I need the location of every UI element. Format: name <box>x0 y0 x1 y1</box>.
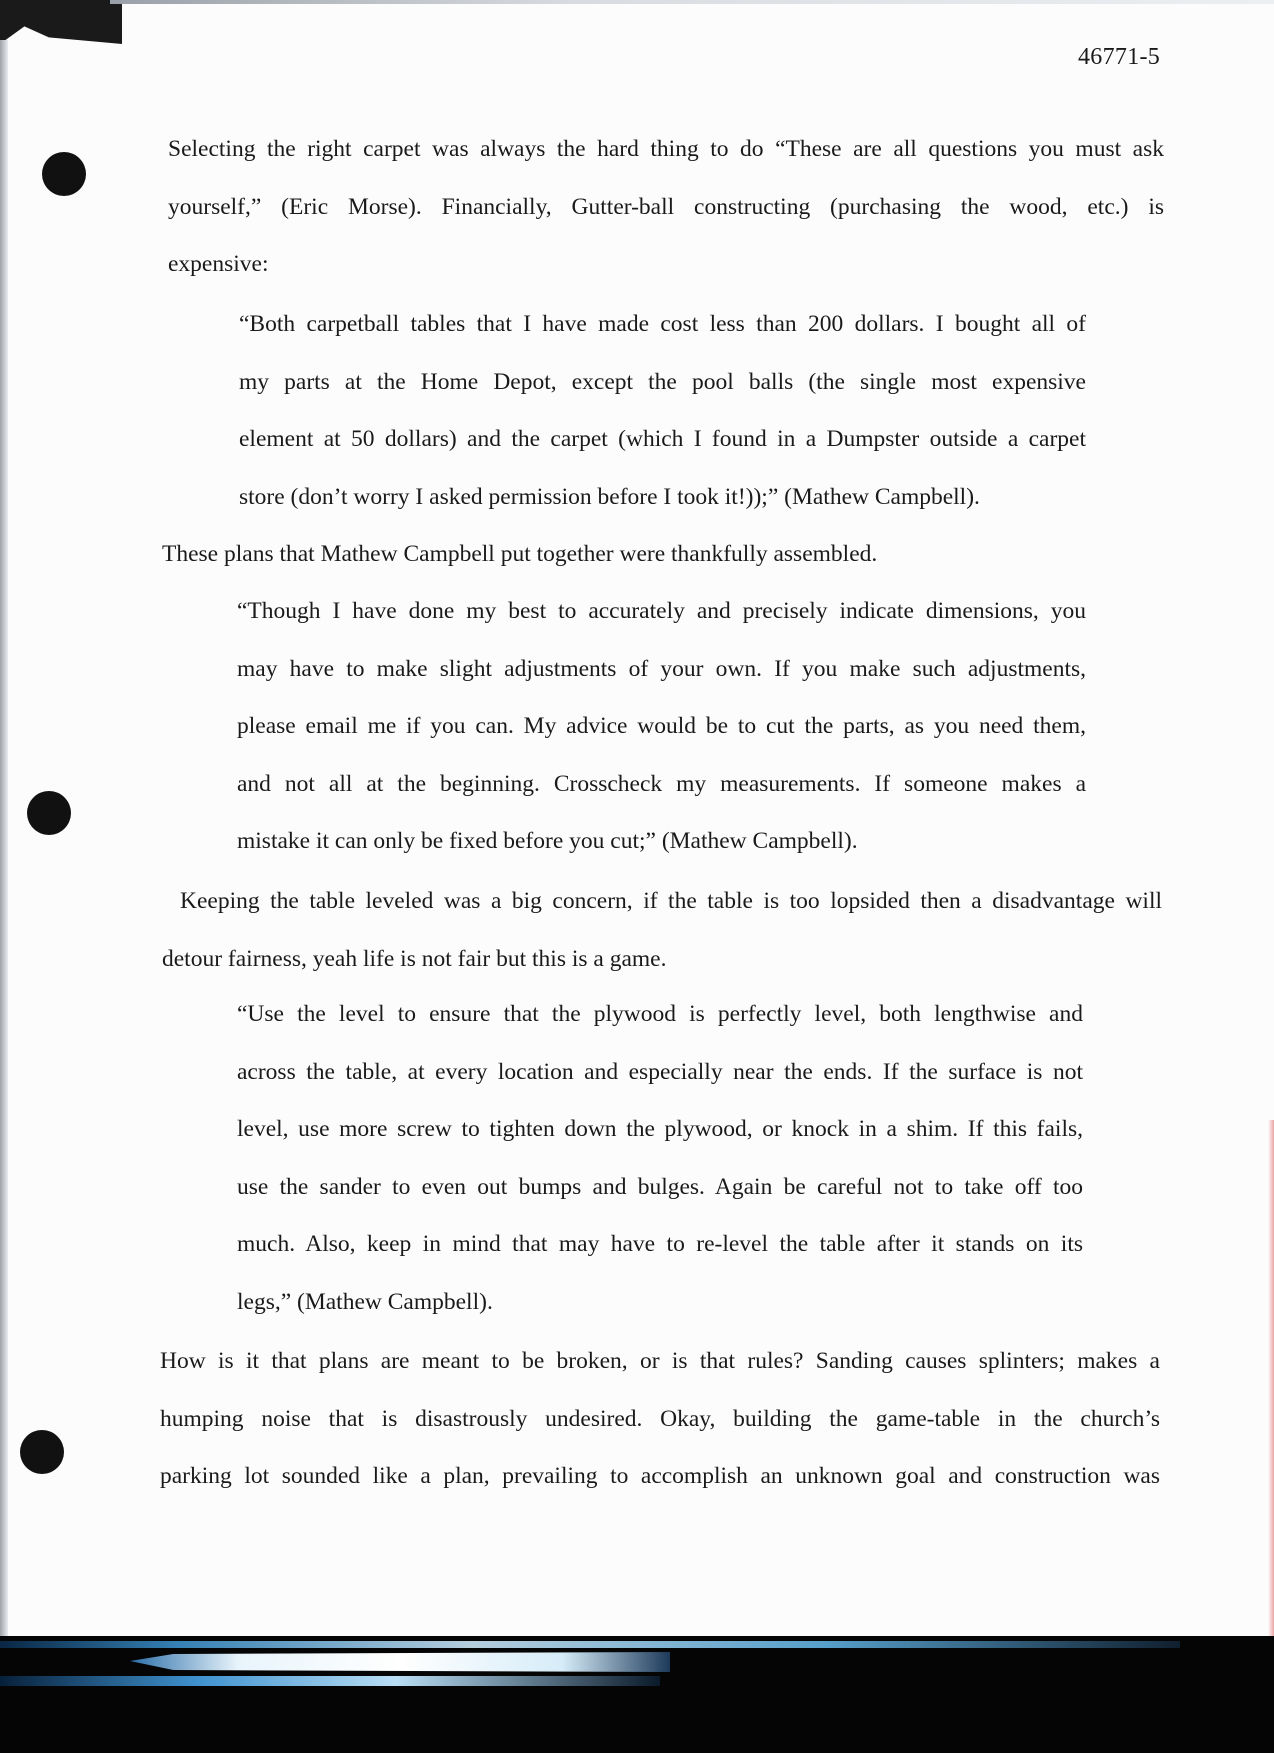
text-line: “Use the level to ensure that the plywood is perfectly level, both lengthwise and <box>237 1001 1083 1027</box>
text-line: “Though I have done my best to accurately and precisely indicate dimensions, you <box>237 598 1086 624</box>
scan-light-streak <box>0 1641 1180 1648</box>
text-line: These plans that Mathew Campbell put together were thankfully assembled. <box>162 541 878 567</box>
scan-right-edge <box>1268 1120 1274 1640</box>
text-line: Keeping the table leveled was a big concern, if the table is too lopsided then a disadvantage will <box>180 888 1162 914</box>
block-quote-dimensions <box>237 583 1086 871</box>
text-line: and not all at the beginning. Crosscheck my measurements. If someone makes a <box>237 770 1086 797</box>
punch-hole-middle <box>27 791 71 835</box>
scan-top-edge <box>110 0 1274 4</box>
text-line: use the sander to even out bumps and bulges. Again be careful not to take off too <box>237 1173 1083 1200</box>
paragraph-plans-assembled <box>162 526 1062 584</box>
text-line: level, use more screw to tighten down the plywood, or knock in a shim. If this fails, <box>237 1116 1083 1142</box>
text-line: How is it that plans are meant to be broken, or is that rules? Sanding causes splinters; makes a <box>160 1348 1160 1374</box>
text-line: legs,” (Mathew Campbell). <box>237 1288 493 1315</box>
text-line: my parts at the Home Depot, except the pool balls (the single most expensive <box>239 368 1086 395</box>
text-line: detour fairness, yeah life is not fair but this is a game. <box>162 945 667 972</box>
text-line: may have to make slight adjustments of your own. If you make such adjustments, <box>237 655 1086 682</box>
text-line: mistake it can only be fixed before you cut;” (Mathew Campbell). <box>237 828 858 854</box>
text-line: yourself,” (Eric Morse). Financially, Gutter-ball constructing (purchasing the wood, etc.) is <box>168 193 1164 220</box>
text-line: element at 50 dollars) and the carpet (which I found in a Dumpster outside a carpet <box>239 426 1086 452</box>
paragraph-table-leveled <box>162 873 1162 988</box>
text-line: across the table, at every location and especially near the ends. If the surface is not <box>237 1058 1083 1085</box>
punch-hole-bottom <box>20 1430 64 1474</box>
tape-corner-artifact <box>0 0 122 44</box>
block-quote-level <box>237 986 1083 1331</box>
paragraph-carpet-selection <box>168 121 1164 294</box>
text-line: “Both carpetball tables that I have made cost less than 200 dollars. I bought all of <box>239 311 1086 337</box>
punch-hole-top <box>42 152 86 196</box>
paragraph-plans-broken <box>160 1333 1160 1506</box>
scan-left-edge <box>0 40 8 1640</box>
text-line: parking lot sounded like a plan, prevailing to accomplish an unknown goal and construction was <box>160 1463 1160 1489</box>
page-number: 46771-5 <box>1078 44 1161 70</box>
text-line: Selecting the right carpet was always the hard thing to do “These are all questions you must ask <box>168 136 1164 162</box>
text-line: much. Also, keep in mind that may have to re-level the table after it stands on its <box>237 1231 1083 1257</box>
text-line: store (don’t worry I asked permission before I took it!));” (Mathew Campbell). <box>239 483 980 510</box>
text-line: expensive: <box>168 251 269 277</box>
scan-light-streak <box>130 1652 670 1672</box>
block-quote-cost <box>239 296 1086 526</box>
text-line: humping noise that is disastrously undesired. Okay, building the game-table in the church’s <box>160 1405 1160 1432</box>
text-line: please email me if you can. My advice would be to cut the parts, as you need them, <box>237 713 1086 739</box>
scan-light-streak <box>0 1676 660 1686</box>
